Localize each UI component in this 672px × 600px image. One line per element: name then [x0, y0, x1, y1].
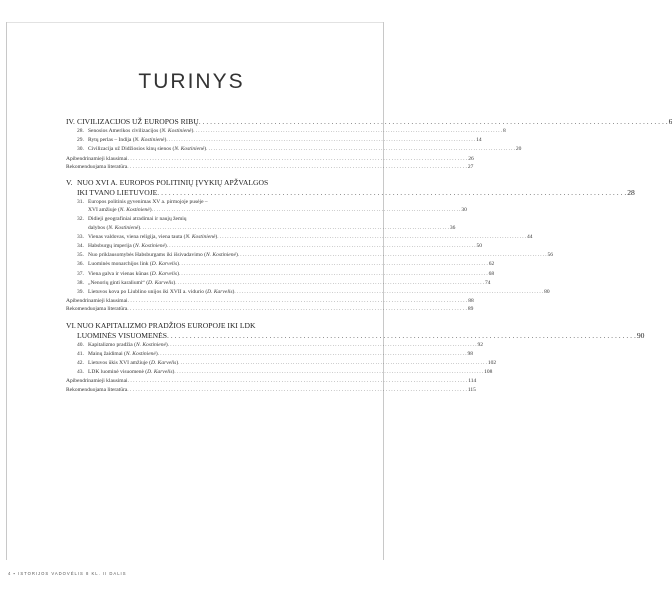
toc-entry[interactable]: 33. Vienas valdovas, viena religija, viena tauta (N. Kostinienė) . . . 44 — [77, 233, 328, 242]
entry-page-number: 56 — [547, 252, 554, 259]
entry-author: D. Karvelis — [147, 369, 173, 376]
page-title: TURINYS — [138, 70, 245, 93]
toc-entry[interactable]: 40. Kapitalizmo pradžia (N. Kostinienė) . . . 92 — [77, 341, 328, 350]
entry-title: dalybos — [88, 224, 106, 231]
toc-entry[interactable]: 36. Luominės monarchijos link (D. Karvelis) . . . 62 — [77, 260, 328, 269]
entry-author: N. Kostinienė — [134, 137, 165, 144]
appendix-page-number: 88 — [468, 298, 474, 305]
entry-title: Viena galva ir vienas kūnas — [88, 270, 149, 277]
entry-author: N. Kostinienė — [108, 224, 139, 231]
toc-section — [66, 178, 635, 314]
footer-book-title: ISTORIJOS VADOVĖLIS 8 KL. II DALIS — [18, 571, 127, 576]
leader-dots — [179, 260, 488, 269]
entry-page-number: 102 — [487, 360, 497, 367]
toc-section — [66, 117, 672, 171]
entry-author: N. Kostinienė — [134, 243, 165, 250]
leader-dots — [158, 350, 467, 359]
entry-title: „Nenorių ginti karaliumi“ — [88, 279, 145, 286]
toc-entry[interactable]: 43. LDK luominė visuomenė (D. Karvelis) . . . 108 — [77, 368, 328, 377]
page-footer — [8, 571, 127, 576]
entry-title: LDK luominė visuomenė — [88, 369, 144, 376]
toc-entry[interactable]: XVI amžiuje (N. Kostinienė) . . . 30 — [77, 206, 328, 215]
toc-entry[interactable]: 34. Habsburgų imperija (N. Kostinienė) . . . 50 — [77, 242, 328, 251]
entry-number: 42. — [77, 360, 84, 367]
appendix-page-number: 89 — [467, 306, 474, 313]
toc-entry[interactable]: 29. Rytų perlas – Indija (N. Kostinienė) . . . 14 — [77, 136, 328, 145]
toc-entry[interactable]: 39. Lietuvos kova po Liublino unijos iki XVII a. vidurio (D. Karvelis) . . . 80 — [77, 288, 328, 297]
toc-entry[interactable]: 35. Nuo priklausomybės Habsburgams iki išsivadavimo (N. Kostinienė) . . . 56 — [77, 251, 328, 260]
footer-page-number: 4 — [8, 571, 12, 576]
entry-title: Civilizacija už Didžiosios kinų sienos — [88, 146, 172, 153]
appendix-title: Apibendrinamieji klausimai — [66, 298, 128, 305]
entry-title: Habsburgų imperija — [88, 243, 132, 250]
section-number: IV. — [66, 117, 75, 126]
appendix-title: Apibendrinamieji klausimai — [66, 155, 128, 162]
entry-title: XVI amžiuje — [88, 207, 117, 214]
leader-dots — [152, 206, 461, 215]
leader-dots — [234, 288, 543, 297]
leader-dots — [199, 117, 668, 127]
table-of-contents — [66, 117, 672, 401]
entry-title: Lietuvos kova po Liublino unijos iki XVII a. vidurio — [88, 289, 204, 296]
footer-separator: ▪ — [13, 571, 19, 576]
entry-number: 39. — [77, 289, 84, 296]
appendix-page-number: 115 — [467, 386, 476, 393]
toc-entry[interactable] — [77, 215, 328, 223]
entry-page-number: 14 — [476, 137, 482, 144]
entry-page-number: 108 — [484, 369, 493, 376]
toc-entry[interactable]: 28. Senosios Amerikos civilizacijos (N. Kostinienė) . . . 8 — [77, 127, 328, 136]
toc-entry[interactable]: 30. Civilizacija už Didžiosios kinų sienos (N. Kostinienė) . . . 20 — [77, 145, 328, 154]
section-title: LUOMINĖS VISUOMENĖS — [77, 330, 167, 340]
leader-dots — [128, 297, 468, 305]
leader-dots — [167, 331, 636, 341]
entry-title: Mainų žaidimai — [88, 350, 123, 357]
leader-dots — [127, 305, 467, 313]
section-heading[interactable] — [66, 178, 635, 198]
section-title: NUO KAPITALIZMO PRADŽIOS EUROPOJE IKI LDK — [77, 320, 256, 330]
appendix-page-number: 27 — [467, 163, 474, 170]
appendix-title: Apibendrinamieji klausimai — [66, 378, 128, 385]
entry-number: 40. — [77, 341, 84, 348]
leader-dots — [127, 386, 467, 394]
leader-dots — [128, 155, 468, 163]
entry-author: D. Karvelis — [148, 279, 174, 286]
leader-dots — [128, 377, 468, 385]
entry-number: 31. — [77, 199, 84, 206]
entry-author: D. Karvelis — [150, 360, 177, 367]
entry-page-number: 74 — [485, 279, 491, 286]
toc-entry[interactable]: 42. Lietuvos ūkis XVI amžiuje (D. Karvelis) . . . 102 — [77, 359, 328, 368]
leader-dots — [167, 242, 476, 251]
entry-author: N. Kostinienė — [125, 350, 156, 357]
appendix-title: Rekomenduojama literatūra — [66, 306, 128, 313]
toc-section — [66, 320, 645, 394]
entry-number: 33. — [77, 233, 84, 240]
section-page-number: 90 — [636, 330, 645, 340]
entry-page-number: 30 — [461, 207, 467, 214]
entry-author: D. Karvelis — [151, 261, 178, 268]
page-top-rule — [6, 22, 384, 23]
entry-page-number: 98 — [467, 350, 473, 357]
entry-title: Vienas valdovas, viena religija, viena tauta — [88, 233, 183, 240]
leader-dots — [178, 359, 487, 368]
entry-number: 29. — [77, 137, 84, 144]
toc-entry[interactable]: 37. Viena galva ir vienas kūnas (D. Karvelis) . . . 68 — [77, 270, 328, 279]
section-heading[interactable] — [66, 320, 645, 341]
leader-dots — [174, 368, 483, 377]
toc-appendix-entry[interactable] — [66, 155, 474, 163]
entry-page-number: 8 — [503, 128, 506, 134]
entry-number: 28. — [77, 128, 84, 134]
leader-dots — [206, 145, 515, 154]
entry-title: Senosios Amerikos civilizacijos — [88, 128, 159, 134]
toc-appendix-entry[interactable] — [66, 305, 474, 313]
entry-author: D. Karvelis — [151, 270, 178, 277]
entry-page-number: 92 — [477, 341, 484, 348]
leader-dots — [193, 127, 502, 136]
appendix-title: Rekomenduojama literatūra — [66, 163, 128, 170]
entry-author: D. Karvelis — [207, 289, 233, 296]
entry-title: Europos politinis gyvenimas XV a. pirmojoje pusėje – — [88, 199, 208, 206]
section-title: CIVILIZACIJOS UŽ EUROPOS RIBŲ — [77, 117, 199, 126]
section-page-number: 28 — [627, 188, 635, 198]
leader-dots — [217, 233, 526, 242]
entry-page-number: 62 — [488, 261, 495, 268]
page-left-rule — [6, 22, 7, 560]
leader-dots — [175, 279, 484, 288]
toc-appendix-entry[interactable] — [66, 297, 474, 305]
entry-number: 32. — [77, 216, 84, 223]
entry-number: 37. — [77, 270, 84, 277]
entry-title: Didieji geografiniai atradimai ir naujų žemių — [88, 216, 187, 223]
section-number: VI. — [66, 320, 76, 330]
leader-dots — [238, 251, 547, 260]
leader-dots — [179, 270, 488, 279]
entry-number: 34. — [77, 243, 84, 250]
entry-number: 36. — [77, 261, 84, 268]
entry-number: 43. — [77, 369, 84, 376]
entry-page-number: 50 — [476, 243, 483, 250]
section-heading[interactable] — [66, 117, 672, 127]
entry-title: Kapitalizmo pradžia — [88, 341, 133, 348]
entry-page-number: 68 — [488, 270, 495, 277]
entry-page-number: 20 — [515, 146, 522, 153]
entry-number: 38. — [77, 279, 84, 286]
section-title: IKI TVANO LIETUVOJE — [77, 188, 158, 198]
entry-page-number: 36 — [449, 224, 456, 231]
toc-appendix-entry[interactable] — [66, 377, 477, 385]
toc-appendix-entry[interactable] — [66, 386, 476, 394]
leader-dots — [140, 224, 449, 233]
leader-dots — [127, 163, 467, 171]
appendix-page-number: 114 — [468, 378, 477, 385]
entry-author: N. Kostinienė — [206, 252, 236, 259]
appendix-title: Rekomenduojama literatūra — [66, 386, 128, 393]
leader-dots — [168, 341, 477, 350]
entry-page-number: 80 — [544, 289, 550, 296]
entry-author: N. Kostinienė — [161, 128, 192, 134]
leader-dots — [166, 136, 475, 145]
entry-author: N. Kostinienė — [185, 233, 216, 240]
entry-number: 30. — [77, 146, 84, 153]
section-number: V. — [66, 178, 73, 188]
entry-number: 35. — [77, 252, 84, 259]
toc-entry[interactable]: 41. Mainų žaidimai (N. Kostinienė) . . . 98 — [77, 350, 328, 359]
entry-number: 41. — [77, 350, 84, 357]
toc-entry[interactable] — [77, 198, 328, 206]
section-title: NUO XVI A. EUROPOS POLITINIŲ ĮVYKIŲ APŽVALGOS — [77, 178, 269, 188]
entry-title: Nuo priklausomybės Habsburgams iki išsivadavimo — [88, 252, 203, 259]
toc-appendix-entry[interactable] — [66, 163, 474, 171]
entry-author: N. Kostinienė — [119, 207, 150, 214]
entry-page-number: 44 — [526, 233, 533, 240]
leader-dots — [157, 188, 626, 198]
appendix-page-number: 26 — [468, 155, 474, 162]
entry-title: Rytų perlas – Indija — [88, 137, 132, 144]
entry-title: Lietuvos ūkis XVI amžiuje — [88, 360, 148, 367]
entry-title: Luominės monarchijos link — [88, 261, 149, 268]
entry-author: N. Kostinienė — [174, 146, 205, 153]
section-page-number: 6 — [668, 117, 672, 126]
toc-entry[interactable]: dalybos (N. Kostinienė) . . . 36 — [77, 224, 328, 233]
entry-author: N. Kostinienė — [135, 341, 166, 348]
toc-entry[interactable]: 38. „Nenorių ginti karaliumi“ (D. Karvelis) . . . 74 — [77, 279, 328, 288]
